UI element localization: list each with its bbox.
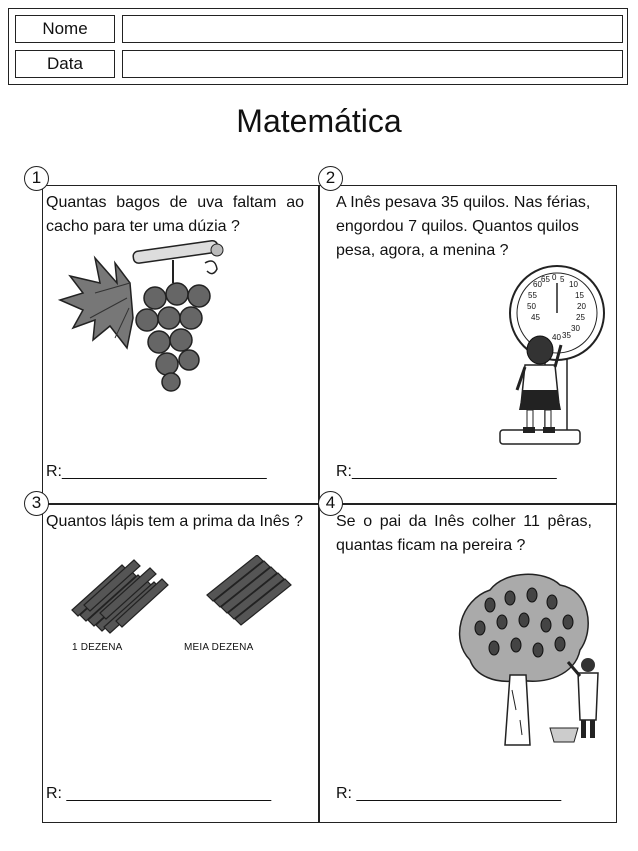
scale-number: 65 xyxy=(541,275,550,284)
scale-number: 40 xyxy=(552,333,561,342)
question-text-3: Quantos lápis tem a prima da Inês ? xyxy=(46,513,304,530)
answer-line-2[interactable]: R:_______________________ xyxy=(336,463,557,480)
answer-line-1[interactable]: R:_______________________ xyxy=(46,463,267,480)
girl-on-scale-icon xyxy=(495,265,605,460)
date-field[interactable] xyxy=(122,50,623,78)
answer-line-4[interactable]: R: _______________________ xyxy=(336,785,562,802)
pear-tree-icon xyxy=(450,570,610,748)
scale-number: 5 xyxy=(560,275,565,284)
page-title: Matemática xyxy=(236,103,402,139)
question-number-3: 3 xyxy=(24,491,49,516)
scale-number: 60 xyxy=(533,280,542,289)
question-number-2: 2 xyxy=(318,166,343,191)
scale-number: 0 xyxy=(552,273,557,282)
scale-number: 55 xyxy=(528,291,537,300)
scale-number: 30 xyxy=(571,324,580,333)
question-number-4: 4 xyxy=(318,491,343,516)
answer-line-3[interactable]: R: _______________________ xyxy=(46,785,272,802)
question-text-1: Quantas bagos de uva faltam ao cacho para ter uma dúzia ? xyxy=(46,194,304,235)
grape-bunch-icon xyxy=(55,238,230,393)
scale-number: 45 xyxy=(531,313,540,322)
question-text-2: A Inês pesava 35 quilos. Nas férias, engordou 7 quilos. Quantos quilos pesa, agora, a menina ? xyxy=(336,194,591,259)
scale-number: 20 xyxy=(577,302,586,311)
caption-meia-dezena: MEIA DEZENA xyxy=(184,642,254,653)
scale-number: 15 xyxy=(575,291,584,300)
pencil-bundles-icon xyxy=(62,555,302,635)
scale-number: 50 xyxy=(527,302,536,311)
scale-number: 25 xyxy=(576,313,585,322)
question-text-4: Se o pai da Inês colher 11 pêras, quantas ficam na pereira ? xyxy=(336,513,592,554)
caption-1-dezena: 1 DEZENA xyxy=(72,642,123,653)
header-box xyxy=(8,8,628,85)
name-field[interactable] xyxy=(122,15,623,43)
question-number-1: 1 xyxy=(24,166,49,191)
name-label: Nome xyxy=(15,15,115,43)
scale-number: 35 xyxy=(562,331,571,340)
scale-number: 10 xyxy=(569,280,578,289)
date-label: Data xyxy=(15,50,115,78)
